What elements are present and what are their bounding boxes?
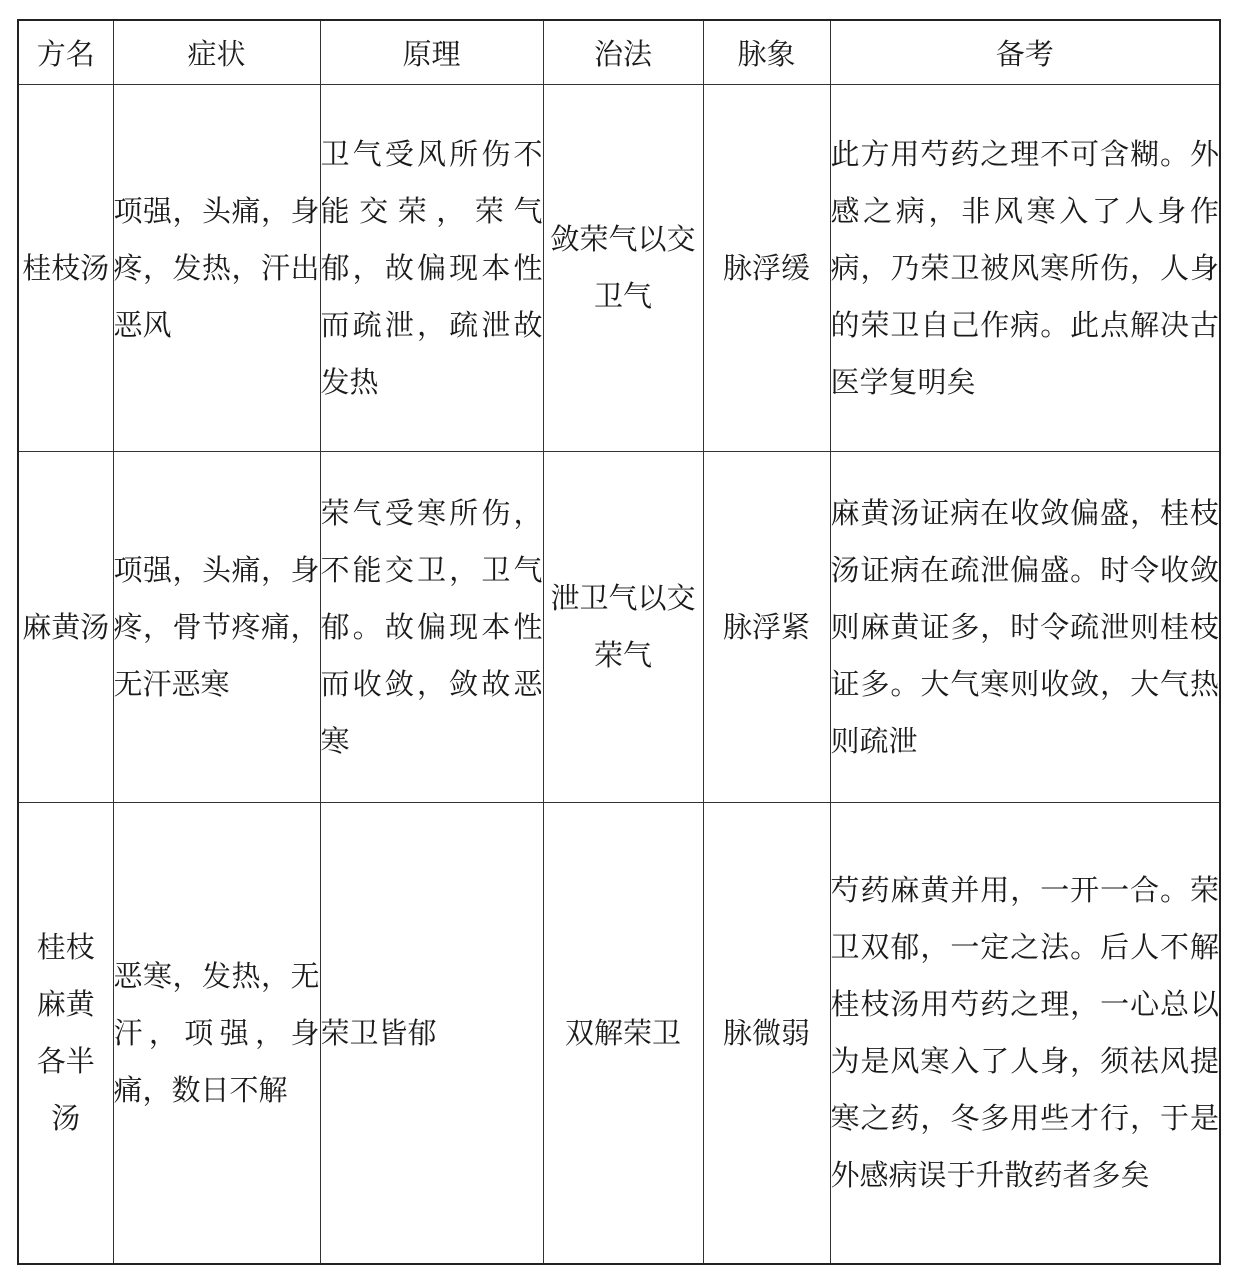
formula-name-cell	[18, 452, 113, 803]
notes-cell	[830, 85, 1220, 452]
treatment-cell	[543, 452, 703, 803]
pulse-text: 脉浮缓	[722, 250, 810, 285]
header-symptoms: 症状	[113, 20, 320, 85]
formula-name-cell	[18, 85, 113, 452]
header-pulse: 脉象	[703, 20, 830, 85]
header-notes: 备考	[830, 20, 1220, 85]
principle-text: 荣卫皆郁	[320, 1015, 437, 1050]
table-row	[18, 803, 1220, 1265]
formula-name: 麻黄汤	[22, 609, 110, 644]
principle-cell	[320, 452, 543, 803]
principle-text: 荣气受寒所伤，不能交卫，卫气郁。故偏现本性而收敛，敛故恶寒	[320, 495, 543, 758]
formula-comparison-table	[17, 19, 1221, 1265]
pulse-cell	[703, 85, 830, 452]
notes-cell	[830, 452, 1220, 803]
header-formula-name: 方名	[18, 20, 113, 85]
symptoms-text: 恶寒，发热，无汗，项强，身痛，数日不解	[113, 958, 320, 1107]
symptoms-cell	[113, 85, 320, 452]
table-row	[18, 85, 1220, 452]
symptoms-cell	[113, 803, 320, 1265]
treatment-cell	[543, 85, 703, 452]
symptoms-cell	[113, 452, 320, 803]
pulse-text: 脉微弱	[722, 1015, 810, 1050]
table-header-row	[18, 20, 1220, 85]
principle-cell	[320, 803, 543, 1265]
symptoms-text: 项强，头痛，身疼，发热，汗出恶风	[113, 193, 320, 342]
header-principle: 原理	[320, 20, 543, 85]
formula-name: 桂枝汤	[22, 250, 110, 285]
header-treatment: 治法	[543, 20, 703, 85]
table-row	[18, 452, 1220, 803]
notes-cell	[830, 803, 1220, 1265]
pulse-cell	[703, 803, 830, 1265]
treatment-text: 敛荣气以交卫气	[550, 222, 696, 313]
pulse-cell	[703, 452, 830, 803]
treatment-cell	[543, 803, 703, 1265]
notes-text: 麻黄汤证病在收敛偏盛，桂枝汤证病在疏泄偏盛。时令收敛则麻黄证多，时令疏泄则桂枝证多。大气寒则收敛，大气热则疏泄	[830, 495, 1219, 758]
principle-text: 卫气受风所伤不能交荣，荣气郁，故偏现本性而疏泄，疏泄故发热	[320, 136, 543, 399]
notes-text: 此方用芍药之理不可含糊。外感之病，非风寒入了人身作病，乃荣卫被风寒所伤，人身的荣卫自己作病。此点解决古医学复明矣	[830, 136, 1219, 399]
principle-cell	[320, 85, 543, 452]
treatment-text: 双解荣卫	[564, 1015, 681, 1050]
symptoms-text: 项强，头痛，身疼，骨节疼痛，无汗恶寒	[113, 552, 320, 701]
notes-text: 芍药麻黄并用，一开一合。荣卫双郁，一定之法。后人不解桂枝汤用芍药之理，一心总以为是风寒入了人身，须祛风提寒之药，冬多用些才行，于是外感病误于升散药者多矣	[830, 873, 1219, 1192]
formula-name-cell	[18, 803, 113, 1265]
treatment-text: 泄卫气以交荣气	[550, 581, 696, 672]
pulse-text: 脉浮紧	[722, 609, 810, 644]
formula-name: 桂枝麻黄各半汤	[36, 930, 95, 1135]
